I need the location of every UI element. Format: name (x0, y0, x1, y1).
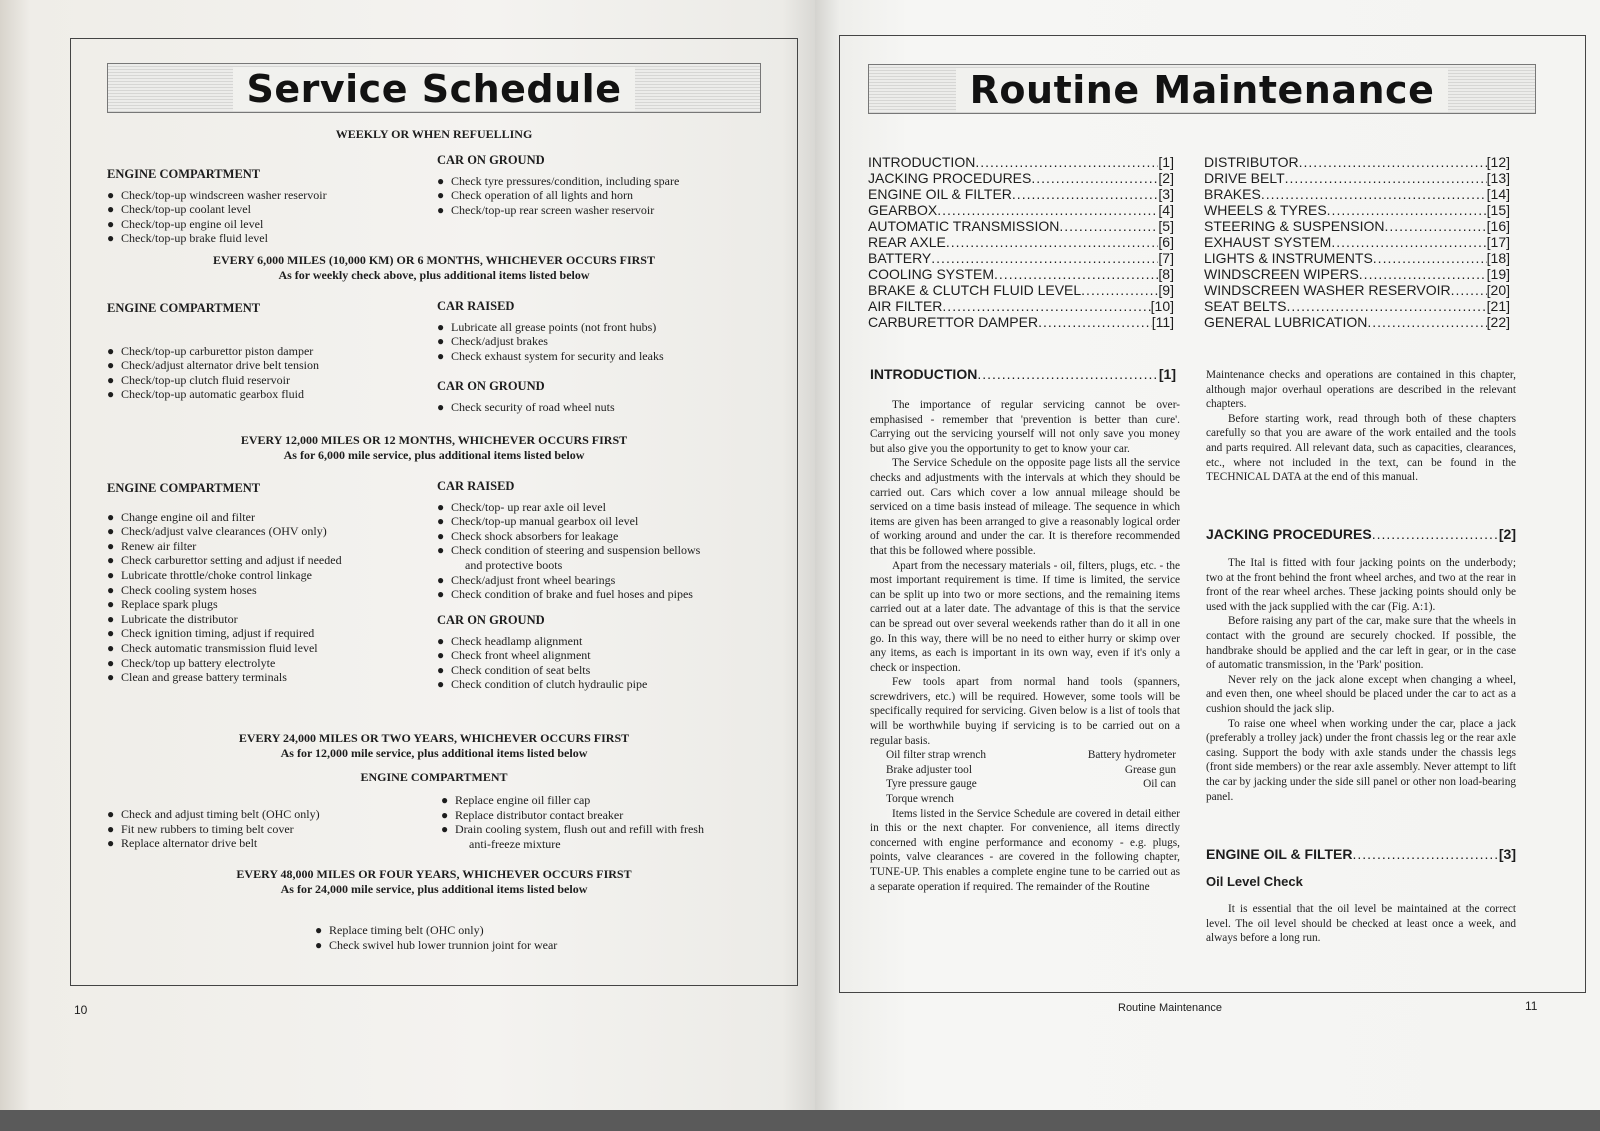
toc-entry (1204, 154, 1510, 170)
tool-item: Oil filter strap wrench (886, 749, 987, 762)
list-item-text: Check condition of steering and suspension bellows (451, 543, 701, 558)
list-item: ● Check tyre pressures/condition, including spare (437, 174, 777, 189)
toc-leader-dots (1331, 234, 1486, 250)
left-page (0, 0, 815, 1110)
list-item: ● Check/top-up clutch fluid reservoir (107, 373, 427, 388)
toc-entry-title: BRAKES (1204, 186, 1261, 202)
weekly-heading: WEEKLY OR WHEN REFUELLING (335, 127, 533, 141)
s24000-heading-text: EVERY 24,000 MILES OR TWO YEARS, WHICHEVER OCCURS FIRST (238, 731, 630, 745)
toc-entry-number: [13] (1486, 170, 1510, 186)
toc-entry-title: AUTOMATIC TRANSMISSION (868, 218, 1060, 234)
toc-entry-number: [15] (1486, 202, 1510, 218)
s24000-left-group (107, 807, 427, 851)
toc-entry-number: [2] (1158, 170, 1174, 186)
s48000-heading-text: EVERY 48,000 MILES OR FOUR YEARS, WHICHEVER OCCURS FIRST (236, 867, 632, 881)
s6000-subheading: As for weekly check above, plus additional items listed below (278, 268, 590, 282)
toc-leader-dots (1012, 186, 1159, 202)
s12000-ground-list (437, 634, 777, 692)
toc-entry (868, 170, 1174, 186)
toc-entry-title: REAR AXLE (868, 234, 946, 250)
list-item: ● Check/top-up windscreen washer reservoir (107, 188, 427, 203)
routine-maintenance-banner (868, 64, 1536, 114)
weekly-engine-group (107, 167, 427, 246)
list-item: ● Lubricate all grease points (not front hubs) (437, 320, 777, 335)
list-item: ● Check/adjust front wheel bearings (437, 573, 787, 588)
toc-entry (1204, 218, 1510, 234)
weekly-ground-list (437, 174, 777, 218)
toc-entry-number: [8] (1158, 266, 1174, 282)
list-item: ● Replace distributor contact breaker (441, 808, 781, 823)
s24000-heading (71, 731, 797, 761)
s24000-left-list (107, 807, 427, 851)
tool-item: Battery hydrometer (1087, 749, 1176, 762)
toc-right (1204, 154, 1510, 330)
s24000-right-group (441, 793, 781, 851)
page-footer: Routine Maintenance (1118, 1002, 1222, 1014)
list-item: ● Check/top up battery electrolyte (107, 656, 437, 671)
oil-text (1206, 902, 1516, 946)
toc-leader-dots (946, 234, 1159, 250)
s6000-raised-list (437, 320, 777, 364)
toc-entry-number: [4] (1158, 202, 1174, 218)
jacking-paragraph: Before raising any part of the car, make sure that the wheels in contact with the ground are securely chocked. If possible, the handbrake should be applied and the car left in gear, or in the case of automatic transmission, in the 'Park' position. (1206, 615, 1516, 672)
toc-leader-dots (1081, 282, 1158, 298)
s12000-engine-title: ENGINE COMPARTMENT (107, 481, 261, 495)
toc-leader-dots (1261, 186, 1487, 202)
list-item-continuation: and protective boots (465, 557, 563, 572)
toc-entry (868, 218, 1174, 234)
s24000-subheading: As for 12,000 mile service, plus additional items listed below (280, 746, 588, 760)
oil-heading-text: ENGINE OIL & FILTER (1206, 846, 1353, 862)
intro-heading-text: INTRODUCTION (870, 366, 978, 382)
tool-item: Tyre pressure gauge (886, 778, 977, 791)
right-page-frame (839, 35, 1586, 993)
toc-entry-number: [11] (1151, 314, 1174, 330)
jacking-heading-num: [2] (1498, 526, 1516, 542)
page-number: 10 (74, 1003, 88, 1017)
intro-paragraph: Items listed in the Service Schedule are covered in detail either in this or the next chapter. For convenience, all items directly concerned with engine performance and economy - e.g. plugs, points, valve clearances - are covered in the following chapter, TUNE-UP. This enables a complete engine tune to be carried out as a separate operation if required. The remainder of the Routine (870, 807, 1180, 893)
toc-leader-dots (1451, 282, 1487, 298)
list-item: ● Check cooling system hoses (107, 583, 437, 598)
toc-entry (1204, 234, 1510, 250)
s6000-raised-group (437, 299, 777, 363)
intro-paragraph: The Service Schedule on the opposite page lists all the service checks and adjustments with the intervals at which they should be carried out. Cars which cover a low annual mileage should be serviced on a time basis instead of mileage. The sequence in which items are given has been arranged to give a reasonably logical order of working around and under the car. It is therefore recommended that this be followed where possible. (870, 457, 1180, 557)
s6000-heading (71, 253, 797, 283)
s12000-engine-list (107, 510, 437, 685)
tools-list (870, 748, 1176, 806)
weekly-engine-title: ENGINE COMPARTMENT (107, 167, 261, 181)
s12000-engine-group (107, 481, 437, 685)
toc-entry (868, 266, 1174, 282)
list-item: ● Check/top-up automatic gearbox fluid (107, 387, 427, 402)
s12000-heading-text: EVERY 12,000 MILES OR 12 MONTHS, WHICHEVER OCCURS FIRST (240, 433, 628, 447)
list-item: ● Check swivel hub lower trunnion joint for wear (315, 938, 635, 953)
toc-entry-title: BRAKE & CLUTCH FLUID LEVEL (868, 282, 1082, 298)
s12000-raised-list (437, 500, 787, 602)
intro-heading-num: [1] (1158, 366, 1176, 382)
toc-entry (868, 186, 1174, 202)
jacking-paragraph: The Ital is fitted with four jacking points on the underbody; two at the front behind the front wheel arches, and two at the rear in front of the rear wheel arches. These jacking points should only be used with the jack supplied with the car (Fig. A:1). (1206, 557, 1516, 613)
toc-entry-number: [3] (1158, 186, 1174, 202)
s12000-raised-title: CAR RAISED (437, 479, 515, 493)
toc-entry-number: [22] (1486, 314, 1510, 330)
s12000-subheading: As for 6,000 mile service, plus additional items listed below (283, 448, 585, 462)
s6000-engine-list (107, 344, 427, 402)
oil-heading-num: [3] (1498, 846, 1516, 862)
list-item: ● Renew air filter (107, 539, 437, 554)
routine-maintenance-title: Routine Maintenance (956, 68, 1449, 112)
toc-entry-title: WHEELS & TYRES (1204, 202, 1327, 218)
tool-item: Grease gun (1124, 763, 1176, 776)
list-item: ● Change engine oil and filter (107, 510, 437, 525)
toc-entry-title: DISTRIBUTOR (1204, 154, 1299, 170)
list-item: ● Check headlamp alignment (437, 634, 777, 649)
s6000-raised-title: CAR RAISED (437, 299, 515, 313)
weekly-ground-title: CAR ON GROUND (437, 153, 545, 167)
toc-entry-title: CARBURETTOR DAMPER (868, 314, 1039, 330)
toc-entry (1204, 282, 1510, 298)
toc-entry (868, 314, 1174, 330)
toc-entry (868, 250, 1174, 266)
jacking-text (1206, 556, 1516, 804)
toc-entry (868, 154, 1174, 170)
toc-entry (1204, 170, 1510, 186)
s24000-engine-title: ENGINE COMPARTMENT (360, 770, 508, 784)
list-item: ● Fit new rubbers to timing belt cover (107, 822, 427, 837)
list-item: ● Check/top-up brake fluid level (107, 231, 427, 246)
toc-entry-title: ENGINE OIL & FILTER (868, 186, 1012, 202)
jacking-heading (1206, 526, 1516, 542)
s48000-heading (71, 867, 797, 897)
toc-leader-dots (1367, 314, 1486, 330)
s6000-ground-group (437, 379, 777, 414)
toc-entry (868, 282, 1174, 298)
s12000-ground-group (437, 613, 777, 692)
toc-entry (868, 298, 1174, 314)
toc-leader-dots (1359, 266, 1487, 282)
list-item: ● Lubricate the distributor (107, 612, 437, 627)
intro-heading (870, 366, 1176, 382)
tools-row (886, 763, 1176, 778)
toc-entry (1204, 266, 1510, 282)
list-item (441, 822, 781, 851)
toc-entry-number: [18] (1486, 250, 1510, 266)
s6000-ground-title: CAR ON GROUND (437, 379, 545, 393)
toc-entry-title: SEAT BELTS (1204, 298, 1287, 314)
toc-entry-number: [7] (1158, 250, 1174, 266)
tools-row (886, 792, 1176, 807)
jacking-paragraph: Never rely on the jack alone except when changing a wheel, and even then, one wheel should be placed under the car to act as a cushion should the jack slip. (1206, 673, 1516, 715)
list-item: ● Check condition of brake and fuel hoses and pipes (437, 587, 787, 602)
toc-entry (1204, 298, 1510, 314)
toc-entry-title: EXHAUST SYSTEM (1204, 234, 1332, 250)
list-item: ● Check/adjust alternator drive belt tension (107, 358, 427, 373)
toc-entry-number: [16] (1486, 218, 1510, 234)
s6000-heading-text: EVERY 6,000 MILES (10,000 KM) OR 6 MONTHS, WHICHEVER OCCURS FIRST (213, 253, 655, 267)
service-schedule-title: Service Schedule (233, 67, 636, 111)
list-item: ● Lubricate throttle/choke control linkage (107, 568, 437, 583)
col2-paragraph: Maintenance checks and operations are contained in this chapter, although major overhaul operations are described in the relevant chapters. (1206, 369, 1516, 411)
toc-entry-title: COOLING SYSTEM (868, 266, 995, 282)
toc-entry-number: [9] (1158, 282, 1174, 298)
list-item-continuation: anti-freeze mixture (469, 836, 561, 851)
toc-leader-dots (1327, 202, 1487, 218)
list-item: ● Clean and grease battery terminals (107, 670, 437, 685)
list-item: ● Replace alternator drive belt (107, 836, 427, 851)
s24000-right-list (441, 793, 781, 851)
tool-item: Brake adjuster tool (886, 763, 972, 776)
intro-paragraph: Few tools apart from normal hand tools (spanners, screwdrivers, etc.) will be required. However, some tools will be specifically required for servicing. Given below is a list of tools that will be worthwhile buying if servicing is to be carried out on a regular basis. (870, 676, 1180, 747)
toc-leader-dots (994, 266, 1158, 282)
toc-entry-title: WINDSCREEN WASHER RESERVOIR (1204, 282, 1451, 298)
s12000-ground-title: CAR ON GROUND (437, 613, 545, 627)
col2-text (1206, 368, 1516, 485)
tool-item: Torque wrench (886, 793, 954, 806)
toc-leader-dots (1384, 218, 1486, 234)
toc-entry-number: [5] (1158, 218, 1174, 234)
oil-heading (1206, 846, 1516, 862)
col2-paragraph: Before starting work, read through both of these chapters carefully so that you are aware of the work entailed and the tools and parts required. All relevant data, such as capacities, clearances, etc., where not included in the text, can be found in the TECHNICAL DATA at the end of this manual. (1206, 412, 1516, 484)
list-item: ● Check carburettor setting and adjust if needed (107, 553, 437, 568)
toc-entry (868, 234, 1174, 250)
list-item: ● Check operation of all lights and horn (437, 188, 777, 203)
list-item (437, 543, 787, 572)
list-item: ● Check/top-up manual gearbox oil level (437, 514, 787, 529)
s12000-heading (71, 433, 797, 463)
oil-level-subheading: Oil Level Check (1206, 874, 1303, 889)
toc-entry-number: [14] (1486, 186, 1510, 202)
toc-entry-number: [1] (1158, 154, 1174, 170)
toc-leader-dots (1031, 170, 1158, 186)
toc-leader-dots (1038, 314, 1152, 330)
list-item-text: Drain cooling system, flush out and refill with fresh (455, 822, 704, 837)
toc-entry-title: STEERING & SUSPENSION (1204, 218, 1385, 234)
toc-leader-dots (937, 202, 1158, 218)
toc-entry-title: GENERAL LUBRICATION (1204, 314, 1368, 330)
s48000-group (315, 923, 635, 952)
toc-entry (1204, 250, 1510, 266)
toc-entry (1204, 186, 1510, 202)
s6000-engine-group (107, 301, 427, 402)
s6000-ground-list (437, 400, 777, 415)
service-schedule-banner (107, 63, 761, 113)
toc-leader-dots (1059, 218, 1158, 234)
list-item: ● Check exhaust system for security and leaks (437, 349, 777, 364)
toc-left (868, 154, 1174, 330)
list-item: ● Check front wheel alignment (437, 648, 777, 663)
toc-leader-dots (1373, 250, 1487, 266)
toc-entry (1204, 202, 1510, 218)
jacking-paragraph: To raise one wheel when working under the car, place a jack (preferably a trolley jack) under the front chassis leg or the rear axle casing. Support the body with axle stands under the chassis legs (front side members) or the rear axle assembly. Never attempt to lift the car by jacking under the side sill panel or other non load-bearing panel. (1206, 717, 1516, 803)
toc-entry-title: DRIVE BELT (1204, 170, 1285, 186)
toc-entry (1204, 314, 1510, 330)
tool-item: Oil can (1143, 778, 1176, 791)
intro-paragraph: The importance of regular servicing cannot be over-emphasised - remember that 'prevention is better than cure'. Carrying out the servicing yourself will not only save you money but also give you the opportunity to get to know your car. (870, 399, 1180, 455)
toc-entry-number: [20] (1486, 282, 1510, 298)
list-item: ● Check/adjust brakes (437, 334, 777, 349)
page-number: 11 (1525, 999, 1538, 1013)
toc-entry-title: INTRODUCTION (868, 154, 976, 170)
toc-entry-title: WINDSCREEN WIPERS (1204, 266, 1359, 282)
list-item: ● Check/top-up carburettor piston damper (107, 344, 427, 359)
list-item: ● Check/top-up coolant level (107, 202, 427, 217)
toc-entry-number: [10] (1150, 298, 1174, 314)
list-item: ● Check ignition timing, adjust if required (107, 626, 437, 641)
list-item: ● Check/top-up rear screen washer reservoir (437, 203, 777, 218)
right-page (815, 0, 1600, 1110)
toc-entry-title: GEARBOX (868, 202, 938, 218)
s48000-list (315, 923, 635, 952)
toc-entry-number: [6] (1158, 234, 1174, 250)
jacking-heading-text: JACKING PROCEDURES (1206, 526, 1372, 542)
weekly-engine-list (107, 188, 427, 246)
list-item: ● Check shock absorbers for leakage (437, 529, 787, 544)
toc-entry-title: BATTERY (868, 250, 932, 266)
toc-entry-number: [17] (1486, 234, 1510, 250)
oil-paragraph: It is essential that the oil level be maintained at the correct level. The oil level should be checked at least once a week, and always before a long run. (1206, 903, 1516, 945)
weekly-ground-group (437, 153, 777, 217)
list-item: ● Check automatic transmission fluid level (107, 641, 437, 656)
list-item: ● Check condition of seat belts (437, 663, 777, 678)
toc-entry (868, 202, 1174, 218)
toc-leader-dots (975, 154, 1158, 170)
tools-row (886, 748, 1176, 763)
toc-entry-number: [12] (1486, 154, 1510, 170)
toc-leader-dots (1299, 154, 1487, 170)
tools-row (886, 777, 1176, 792)
list-item: ● Replace spark plugs (107, 597, 437, 612)
list-item: ● Check/adjust valve clearances (OHV only) (107, 524, 437, 539)
toc-leader-dots (1285, 170, 1487, 186)
s6000-engine-title: ENGINE COMPARTMENT (107, 301, 261, 315)
toc-entry-number: [21] (1486, 298, 1510, 314)
toc-leader-dots (1286, 298, 1486, 314)
list-item: ● Replace timing belt (OHC only) (315, 923, 635, 938)
list-item: ● Replace engine oil filler cap (441, 793, 781, 808)
list-item: ● Check/top-up engine oil level (107, 217, 427, 232)
toc-entry-number: [19] (1486, 266, 1510, 282)
intro-text (870, 398, 1180, 894)
toc-leader-dots (942, 298, 1150, 314)
toc-entry-title: AIR FILTER (868, 298, 943, 314)
s12000-raised-group (437, 479, 787, 602)
toc-entry-title: LIGHTS & INSTRUMENTS (1204, 250, 1373, 266)
list-item: ● Check condition of clutch hydraulic pipe (437, 677, 777, 692)
list-item: ● Check and adjust timing belt (OHC only) (107, 807, 427, 822)
s48000-subheading: As for 24,000 mile service, plus additional items listed below (280, 882, 588, 896)
intro-paragraph: Apart from the necessary materials - oil, filters, plugs, etc. - the most important requirement is time. If time is limited, the service can be split up into two or more sections, and the remaining items carried out at a later date. The advantage of this is that the service can be spread out over several weekends rather than do it all in one go. In this way, there will be no need to either hurry or skimp over any items, as each is important in its own way, even if it's only a check or inspection. (870, 559, 1180, 674)
list-item: ● Check/top- up rear axle oil level (437, 500, 787, 515)
list-item: ● Check security of road wheel nuts (437, 400, 777, 415)
left-page-frame (70, 38, 798, 986)
toc-entry-title: JACKING PROCEDURES (868, 170, 1032, 186)
toc-leader-dots (931, 250, 1158, 266)
